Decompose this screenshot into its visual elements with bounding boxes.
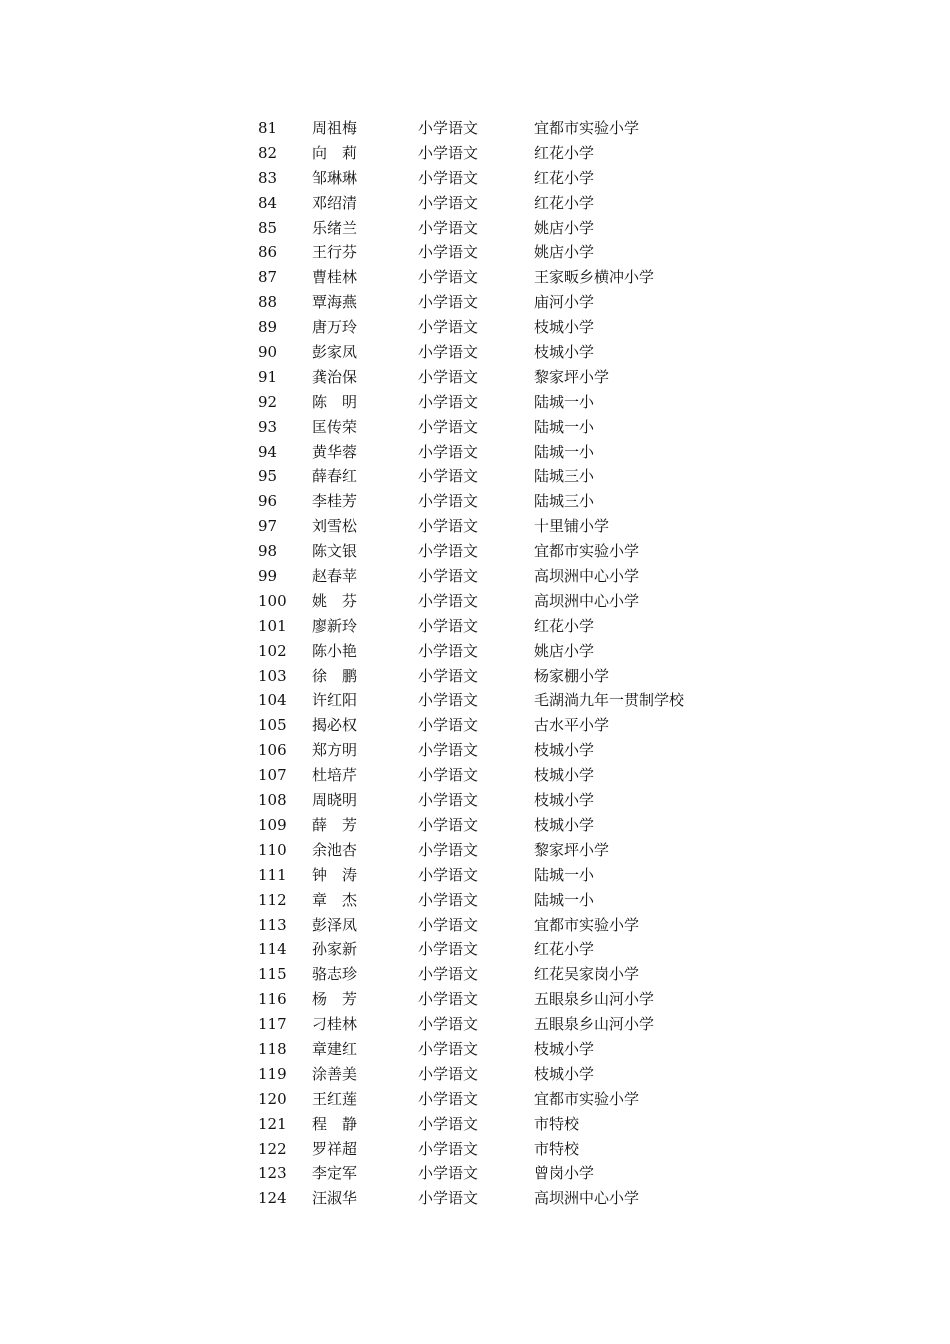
subject: 小学语文 xyxy=(418,218,479,237)
school-name: 枝城小学 xyxy=(534,343,595,362)
subject: 小学语文 xyxy=(418,119,479,137)
school-name: 庙河小学 xyxy=(534,293,595,312)
row-number: 122 xyxy=(258,1139,287,1158)
teacher-name: 骆志珍 xyxy=(312,965,358,984)
row-number: 113 xyxy=(258,915,287,934)
subject: 小学语文 xyxy=(418,567,479,586)
row-number: 103 xyxy=(258,666,287,685)
table-row xyxy=(258,514,778,539)
row-number: 124 xyxy=(258,1189,287,1208)
school-name: 高坝洲中心小学 xyxy=(534,1189,640,1208)
school-name: 古水平小学 xyxy=(534,716,610,735)
table-row xyxy=(258,216,778,241)
table-row xyxy=(258,639,778,664)
table-row xyxy=(258,1012,778,1037)
teacher-name: 王行芬 xyxy=(312,243,358,262)
school-name: 宜都市实验小学 xyxy=(534,542,640,561)
school-name: 高坝洲中心小学 xyxy=(534,567,640,586)
school-name: 五眼泉乡山河小学 xyxy=(534,990,655,1009)
table-row xyxy=(258,913,778,938)
table-row xyxy=(258,614,778,639)
row-number: 116 xyxy=(258,990,287,1009)
table-row xyxy=(258,116,778,141)
subject: 小学语文 xyxy=(418,591,479,610)
teacher-name: 陈文银 xyxy=(312,542,358,561)
school-name: 五眼泉乡山河小学 xyxy=(534,1015,655,1034)
teacher-name: 陈 明 xyxy=(312,392,358,411)
row-number: 121 xyxy=(258,1114,287,1133)
school-name: 陆城三小 xyxy=(534,467,595,486)
table-row xyxy=(258,738,778,763)
subject: 小学语文 xyxy=(418,815,479,834)
school-name: 陆城一小 xyxy=(534,890,595,909)
row-number: 98 xyxy=(258,542,278,561)
teacher-name: 涂善美 xyxy=(312,1064,358,1083)
teacher-name: 乐绪兰 xyxy=(312,218,358,237)
row-number: 96 xyxy=(258,492,278,511)
school-name: 姚店小学 xyxy=(534,243,595,262)
table-row xyxy=(258,191,778,216)
subject: 小学语文 xyxy=(418,143,479,162)
school-name: 市特校 xyxy=(534,1139,580,1158)
teacher-name: 彭泽凤 xyxy=(312,915,358,934)
row-number: 88 xyxy=(258,293,278,312)
row-number: 81 xyxy=(258,119,278,137)
teacher-name: 李桂芳 xyxy=(312,492,358,511)
teacher-name: 余池杏 xyxy=(312,840,358,859)
school-name: 红花小学 xyxy=(534,940,595,959)
school-name: 枝城小学 xyxy=(534,318,595,337)
school-name: 毛湖淌九年一贯制学校 xyxy=(534,691,685,710)
teacher-name: 向 莉 xyxy=(312,143,358,162)
table-row xyxy=(258,265,778,290)
row-number: 102 xyxy=(258,641,287,660)
teacher-name: 邓绍清 xyxy=(312,193,358,212)
subject: 小学语文 xyxy=(418,367,479,386)
row-number: 90 xyxy=(258,343,278,362)
subject: 小学语文 xyxy=(418,1015,479,1034)
table-row xyxy=(258,1112,778,1137)
teacher-name: 刘雪松 xyxy=(312,517,358,536)
school-name: 曾岗小学 xyxy=(534,1164,595,1183)
teacher-name: 彭家凤 xyxy=(312,343,358,362)
school-name: 宜都市实验小学 xyxy=(534,915,640,934)
school-name: 高坝洲中心小学 xyxy=(534,591,640,610)
row-number: 105 xyxy=(258,716,287,735)
table-row xyxy=(258,564,778,589)
school-name: 红花小学 xyxy=(534,616,595,635)
table-row xyxy=(258,1137,778,1162)
row-number: 109 xyxy=(258,815,287,834)
row-number: 94 xyxy=(258,442,278,461)
row-number: 118 xyxy=(258,1039,287,1058)
school-name: 红花小学 xyxy=(534,193,595,212)
table-row xyxy=(258,489,778,514)
subject: 小学语文 xyxy=(418,492,479,511)
table-row xyxy=(258,415,778,440)
subject: 小学语文 xyxy=(418,517,479,536)
teacher-name: 章 杰 xyxy=(312,890,358,909)
school-name: 市特校 xyxy=(534,1114,580,1133)
teacher-name: 曹桂林 xyxy=(312,268,358,287)
school-name: 十里铺小学 xyxy=(534,517,610,536)
teacher-name: 许红阳 xyxy=(312,691,358,710)
school-name: 杨家棚小学 xyxy=(534,666,610,685)
teacher-name: 唐万玲 xyxy=(312,318,358,337)
subject: 小学语文 xyxy=(418,791,479,810)
teacher-name: 孙家新 xyxy=(312,940,358,959)
teacher-name: 章建红 xyxy=(312,1039,358,1058)
teacher-name: 陈小艳 xyxy=(312,641,358,660)
table-row xyxy=(258,365,778,390)
school-name: 陆城一小 xyxy=(534,417,595,436)
subject: 小学语文 xyxy=(418,1089,479,1108)
subject: 小学语文 xyxy=(418,1189,479,1208)
table-row xyxy=(258,962,778,987)
teacher-name: 黄华蓉 xyxy=(312,442,358,461)
subject: 小学语文 xyxy=(418,1114,479,1133)
table-row xyxy=(258,240,778,265)
subject: 小学语文 xyxy=(418,392,479,411)
teacher-name: 薛春红 xyxy=(312,467,358,486)
subject: 小学语文 xyxy=(418,691,479,710)
row-number: 111 xyxy=(258,865,287,884)
table-row xyxy=(258,888,778,913)
table-row xyxy=(258,141,778,166)
table-row xyxy=(258,440,778,465)
subject: 小学语文 xyxy=(418,716,479,735)
table-row xyxy=(258,464,778,489)
school-name: 枝城小学 xyxy=(534,791,595,810)
row-number: 89 xyxy=(258,318,278,337)
row-number: 97 xyxy=(258,517,278,536)
subject: 小学语文 xyxy=(418,542,479,561)
table-row xyxy=(258,1186,778,1211)
subject: 小学语文 xyxy=(418,965,479,984)
row-number: 85 xyxy=(258,218,278,237)
subject: 小学语文 xyxy=(418,318,479,337)
row-number: 92 xyxy=(258,392,278,411)
table-row xyxy=(258,688,778,713)
school-name: 姚店小学 xyxy=(534,218,595,237)
subject: 小学语文 xyxy=(418,168,479,187)
teacher-name: 龚治保 xyxy=(312,367,358,386)
teacher-name: 刁桂林 xyxy=(312,1015,358,1034)
school-name: 枝城小学 xyxy=(534,766,595,785)
table-row xyxy=(258,813,778,838)
table-row xyxy=(258,166,778,191)
school-name: 枝城小学 xyxy=(534,815,595,834)
teacher-name: 程 静 xyxy=(312,1114,358,1133)
row-number: 123 xyxy=(258,1164,287,1183)
row-number: 110 xyxy=(258,840,287,859)
teacher-name: 覃海燕 xyxy=(312,293,358,312)
row-number: 114 xyxy=(258,940,287,959)
teacher-name: 薛 芳 xyxy=(312,815,358,834)
subject: 小学语文 xyxy=(418,467,479,486)
row-number: 84 xyxy=(258,193,278,212)
subject: 小学语文 xyxy=(418,741,479,760)
subject: 小学语文 xyxy=(418,990,479,1009)
school-name: 王家畈乡横冲小学 xyxy=(534,268,655,287)
subject: 小学语文 xyxy=(418,616,479,635)
school-name: 陆城一小 xyxy=(534,865,595,884)
row-number: 117 xyxy=(258,1015,287,1034)
teacher-name: 杜培芹 xyxy=(312,766,358,785)
table-row xyxy=(258,1087,778,1112)
table-row xyxy=(258,664,778,689)
subject: 小学语文 xyxy=(418,915,479,934)
school-name: 姚店小学 xyxy=(534,641,595,660)
teacher-name: 周祖梅 xyxy=(312,119,358,137)
subject: 小学语文 xyxy=(418,1064,479,1083)
table-row xyxy=(258,315,778,340)
teacher-name: 王红莲 xyxy=(312,1089,358,1108)
teacher-name: 徐 鹏 xyxy=(312,666,358,685)
row-number: 93 xyxy=(258,417,278,436)
table-row xyxy=(258,390,778,415)
school-name: 陆城一小 xyxy=(534,442,595,461)
subject: 小学语文 xyxy=(418,417,479,436)
roster-list xyxy=(258,116,778,1211)
subject: 小学语文 xyxy=(418,641,479,660)
school-name: 枝城小学 xyxy=(534,741,595,760)
subject: 小学语文 xyxy=(418,1164,479,1183)
row-number: 107 xyxy=(258,766,287,785)
teacher-name: 周晓明 xyxy=(312,791,358,810)
subject: 小学语文 xyxy=(418,343,479,362)
row-number: 86 xyxy=(258,243,278,262)
table-row xyxy=(258,937,778,962)
row-number: 119 xyxy=(258,1064,287,1083)
table-row xyxy=(258,763,778,788)
row-number: 99 xyxy=(258,567,278,586)
table-row xyxy=(258,1037,778,1062)
teacher-name: 汪淑华 xyxy=(312,1189,358,1208)
school-name: 黎家坪小学 xyxy=(534,840,610,859)
teacher-name: 罗祥超 xyxy=(312,1139,358,1158)
subject: 小学语文 xyxy=(418,666,479,685)
row-number: 91 xyxy=(258,367,278,386)
table-row xyxy=(258,863,778,888)
teacher-name: 揭必权 xyxy=(312,716,358,735)
row-number: 112 xyxy=(258,890,287,909)
subject: 小学语文 xyxy=(418,442,479,461)
teacher-name: 廖新玲 xyxy=(312,616,358,635)
teacher-name: 郑方明 xyxy=(312,741,358,760)
row-number: 82 xyxy=(258,143,278,162)
school-name: 陆城三小 xyxy=(534,492,595,511)
teacher-name: 李定军 xyxy=(312,1164,358,1183)
subject: 小学语文 xyxy=(418,865,479,884)
row-number: 100 xyxy=(258,591,287,610)
subject: 小学语文 xyxy=(418,890,479,909)
row-number: 83 xyxy=(258,168,278,187)
table-row xyxy=(258,987,778,1012)
school-name: 红花小学 xyxy=(534,168,595,187)
teacher-name: 邹琳琳 xyxy=(312,168,358,187)
school-name: 黎家坪小学 xyxy=(534,367,610,386)
table-row xyxy=(258,1062,778,1087)
teacher-name: 钟 涛 xyxy=(312,865,358,884)
table-row xyxy=(258,340,778,365)
subject: 小学语文 xyxy=(418,940,479,959)
subject: 小学语文 xyxy=(418,766,479,785)
school-name: 宜都市实验小学 xyxy=(534,119,640,137)
row-number: 106 xyxy=(258,741,287,760)
school-name: 红花吴家岗小学 xyxy=(534,965,640,984)
row-number: 104 xyxy=(258,691,287,710)
table-row xyxy=(258,589,778,614)
teacher-name: 赵春苹 xyxy=(312,567,358,586)
school-name: 陆城一小 xyxy=(534,392,595,411)
subject: 小学语文 xyxy=(418,193,479,212)
row-number: 115 xyxy=(258,965,287,984)
table-row xyxy=(258,290,778,315)
subject: 小学语文 xyxy=(418,243,479,262)
subject: 小学语文 xyxy=(418,293,479,312)
school-name: 枝城小学 xyxy=(534,1039,595,1058)
row-number: 120 xyxy=(258,1089,287,1108)
teacher-name: 姚 芬 xyxy=(312,591,358,610)
subject: 小学语文 xyxy=(418,268,479,287)
subject: 小学语文 xyxy=(418,840,479,859)
subject: 小学语文 xyxy=(418,1039,479,1058)
row-number: 101 xyxy=(258,616,287,635)
row-number: 87 xyxy=(258,268,278,287)
school-name: 枝城小学 xyxy=(534,1064,595,1083)
teacher-name: 匡传荣 xyxy=(312,417,358,436)
school-name: 宜都市实验小学 xyxy=(534,1089,640,1108)
table-row xyxy=(258,838,778,863)
table-row xyxy=(258,539,778,564)
table-row xyxy=(258,1161,778,1186)
table-row xyxy=(258,788,778,813)
teacher-name: 杨 芳 xyxy=(312,990,358,1009)
row-number: 108 xyxy=(258,791,287,810)
school-name: 红花小学 xyxy=(534,143,595,162)
table-row xyxy=(258,713,778,738)
row-number: 95 xyxy=(258,467,278,486)
subject: 小学语文 xyxy=(418,1139,479,1158)
